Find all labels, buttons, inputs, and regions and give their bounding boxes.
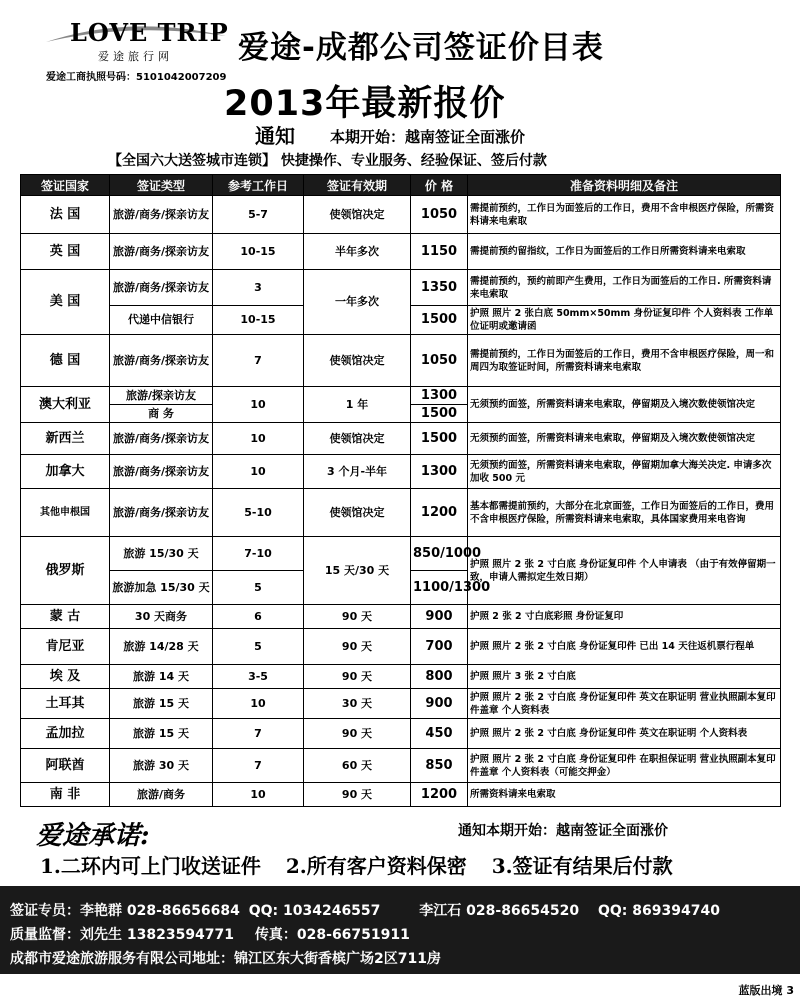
type-cell: 旅游 15/30 天 bbox=[110, 537, 213, 571]
company-address: 成都市爱途旅游服务有限公司地址：锦江区东大街香槟广场2区711房 bbox=[10, 951, 441, 967]
notes-cell: 无须预约面签，所需资料请来电索取，停留期及入境次数使领馆决定 bbox=[468, 387, 781, 423]
price-cell: 1500 bbox=[411, 405, 468, 423]
type-cell: 30 天商务 bbox=[110, 605, 213, 629]
country-cell: 美 国 bbox=[21, 270, 110, 335]
price-cell: 1100/1300 bbox=[411, 571, 468, 605]
price-table bbox=[20, 174, 781, 807]
validity-cell: 3 个月-半年 bbox=[304, 455, 411, 489]
days-cell: 10 bbox=[213, 689, 304, 719]
table-row bbox=[21, 689, 781, 719]
promise-item: 1.二环内可上门收送证件 bbox=[40, 854, 261, 878]
type-cell: 旅游/探亲访友 bbox=[110, 387, 213, 405]
days-cell: 3 bbox=[213, 270, 304, 306]
contact-qq-2: QQ: 869394740 bbox=[598, 903, 720, 919]
country-cell: 肯尼亚 bbox=[21, 629, 110, 665]
price-cell: 1500 bbox=[411, 306, 468, 335]
table-row bbox=[21, 387, 781, 405]
table-row bbox=[21, 719, 781, 749]
type-cell: 旅游/商务/探亲访友 bbox=[110, 335, 213, 387]
page-title: 爱途-成都公司签证价目表 bbox=[238, 30, 604, 66]
type-cell: 旅游 14/28 天 bbox=[110, 629, 213, 665]
price-cell: 450 bbox=[411, 719, 468, 749]
notes-cell: 护照 照片 2 张白底 50mm×50mm 身份证复印件 个人资料表 工作单位证明或邀请函 bbox=[468, 306, 781, 335]
col-header: 准备资料明细及备注 bbox=[468, 175, 781, 196]
validity-cell: 15 天/30 天 bbox=[304, 537, 411, 605]
promise-notice: 通知本期开始：越南签证全面涨价 bbox=[458, 823, 668, 839]
days-cell: 10 bbox=[213, 783, 304, 807]
price-cell: 1350 bbox=[411, 270, 468, 306]
price-cell: 1200 bbox=[411, 783, 468, 807]
validity-cell: 90 天 bbox=[304, 665, 411, 689]
table-row bbox=[21, 629, 781, 665]
price-cell: 900 bbox=[411, 689, 468, 719]
price-cell: 700 bbox=[411, 629, 468, 665]
days-cell: 10-15 bbox=[213, 234, 304, 270]
validity-cell: 一年多次 bbox=[304, 270, 411, 335]
type-cell: 旅游加急 15/30 天 bbox=[110, 571, 213, 605]
price-cell: 1300 bbox=[411, 455, 468, 489]
contact-row bbox=[10, 900, 724, 920]
type-cell: 商 务 bbox=[110, 405, 213, 423]
type-cell: 旅游 30 天 bbox=[110, 749, 213, 783]
table-row bbox=[21, 749, 781, 783]
notes-cell: 需提前预约，工作日为面签后的工作日，费用不含申根医疗保险，所需资料请来电索取 bbox=[468, 196, 781, 234]
table-row bbox=[21, 489, 781, 537]
days-cell: 5 bbox=[213, 571, 304, 605]
logo bbox=[40, 12, 230, 64]
notes-cell: 护照 照片 2 张 2 寸白底 身份证复印件 英文在职证明 营业执照副本复印件盖章 个人资料表 bbox=[468, 689, 781, 719]
type-cell: 旅游/商务/探亲访友 bbox=[110, 270, 213, 306]
country-cell: 南 非 bbox=[21, 783, 110, 807]
country-cell: 澳大利亚 bbox=[21, 387, 110, 423]
notes-cell: 护照 照片 2 张 2 寸白底 身份证复印件 个人申请表 （由于有效停留期一致，申请人需拟定生效日期） bbox=[468, 537, 781, 605]
country-cell: 德 国 bbox=[21, 335, 110, 387]
promise-title: 爱途承诺: bbox=[36, 821, 150, 851]
table-row bbox=[21, 783, 781, 807]
days-cell: 7 bbox=[213, 335, 304, 387]
country-cell: 俄罗斯 bbox=[21, 537, 110, 605]
table-row bbox=[21, 234, 781, 270]
logo-subtitle: 爱途旅行网 bbox=[98, 50, 173, 63]
notes-cell: 需提前预约留指纹，工作日为面签后的工作日所需资料请来电索取 bbox=[468, 234, 781, 270]
days-cell: 5 bbox=[213, 629, 304, 665]
chain-tagline: 【全国六大送签城市连锁】 快捷操作、专业服务、经验保证、签后付款 bbox=[108, 153, 547, 169]
price-cell: 1300 bbox=[411, 387, 468, 405]
price-cell: 900 bbox=[411, 605, 468, 629]
days-cell: 6 bbox=[213, 605, 304, 629]
validity-cell: 使领馆决定 bbox=[304, 196, 411, 234]
contact-row bbox=[10, 924, 414, 944]
validity-cell: 1 年 bbox=[304, 387, 411, 423]
license-number: 爱途工商执照号码：5101042007209 bbox=[46, 72, 227, 83]
validity-cell: 90 天 bbox=[304, 719, 411, 749]
notes-cell: 护照 照片 2 张 2 寸白底 身份证复印件 已出 14 天往返机票行程单 bbox=[468, 629, 781, 665]
price-cell: 1200 bbox=[411, 489, 468, 537]
validity-cell: 使领馆决定 bbox=[304, 489, 411, 537]
price-cell: 1150 bbox=[411, 234, 468, 270]
promise-item: 3.签证有结果后付款 bbox=[491, 854, 673, 878]
price-cell: 850 bbox=[411, 749, 468, 783]
country-cell: 其他申根国 bbox=[21, 489, 110, 537]
validity-cell: 60 天 bbox=[304, 749, 411, 783]
col-header: 价 格 bbox=[411, 175, 468, 196]
type-cell: 旅游/商务/探亲访友 bbox=[110, 423, 213, 455]
page-tag: 蓝版出境 3 bbox=[738, 984, 794, 997]
validity-cell: 90 天 bbox=[304, 629, 411, 665]
price-cell: 850/1000 bbox=[411, 537, 468, 571]
type-cell: 旅游/商务/探亲访友 bbox=[110, 489, 213, 537]
type-cell: 旅游 15 天 bbox=[110, 689, 213, 719]
notes-cell: 护照 照片 3 张 2 寸白底 bbox=[468, 665, 781, 689]
contact-staff-1: 签证专员：李艳群 028-86656684 bbox=[10, 903, 240, 919]
notes-cell: 需提前预约，工作日为面签后的工作日，费用不含申根医疗保险，周一和周四为取签证时间，所需资料请来电索取 bbox=[468, 335, 781, 387]
type-cell: 旅游 14 天 bbox=[110, 665, 213, 689]
validity-cell: 半年多次 bbox=[304, 234, 411, 270]
type-cell: 旅游/商务/探亲访友 bbox=[110, 234, 213, 270]
contact-staff-2: 李江石 028-86654520 bbox=[419, 903, 580, 919]
table-row bbox=[21, 537, 781, 571]
notes-cell: 护照 照片 2 张 2 寸白底 身份证复印件 在职担保证明 营业执照副本复印件盖章 个人资料表（可能交押金） bbox=[468, 749, 781, 783]
country-cell: 土耳其 bbox=[21, 689, 110, 719]
days-cell: 5-7 bbox=[213, 196, 304, 234]
quality-supervisor: 质量监督：刘先生 13823594771 bbox=[10, 927, 235, 943]
notes-cell: 护照 照片 2 张 2 寸白底 身份证复印件 英文在职证明 个人资料表 bbox=[468, 719, 781, 749]
price-cell: 1050 bbox=[411, 196, 468, 234]
price-cell: 1050 bbox=[411, 335, 468, 387]
table-header bbox=[21, 175, 781, 196]
validity-cell: 90 天 bbox=[304, 605, 411, 629]
price-cell: 800 bbox=[411, 665, 468, 689]
type-cell: 代递中信银行 bbox=[110, 306, 213, 335]
validity-cell: 30 天 bbox=[304, 689, 411, 719]
country-cell: 蒙 古 bbox=[21, 605, 110, 629]
validity-cell: 使领馆决定 bbox=[304, 423, 411, 455]
days-cell: 7 bbox=[213, 719, 304, 749]
validity-cell: 使领馆决定 bbox=[304, 335, 411, 387]
contact-qq-1: QQ: 1034246557 bbox=[248, 903, 381, 919]
type-cell: 旅游/商务/探亲访友 bbox=[110, 196, 213, 234]
type-cell: 旅游 15 天 bbox=[110, 719, 213, 749]
table-row bbox=[21, 270, 781, 306]
country-cell: 新西兰 bbox=[21, 423, 110, 455]
type-cell: 旅游/商务 bbox=[110, 783, 213, 807]
fax: 传真：028-66751911 bbox=[254, 927, 410, 943]
notice-label: 通知 bbox=[255, 124, 295, 148]
promise-item: 2.所有客户资料保密 bbox=[285, 854, 467, 878]
contact-footer bbox=[0, 886, 800, 974]
country-cell: 孟加拉 bbox=[21, 719, 110, 749]
table-row bbox=[21, 605, 781, 629]
notes-cell: 无须预约面签，所需资料请来电索取，停留期及入境次数使领馆决定 bbox=[468, 423, 781, 455]
col-header: 参考工作日 bbox=[213, 175, 304, 196]
col-header: 签证类型 bbox=[110, 175, 213, 196]
country-cell: 加拿大 bbox=[21, 455, 110, 489]
table-row bbox=[21, 455, 781, 489]
notes-cell: 无须预约面签，所需资料请来电索取，停留期加拿大海关决定. 申请多次加收 500 元 bbox=[468, 455, 781, 489]
days-cell: 10 bbox=[213, 455, 304, 489]
type-cell: 旅游/商务/探亲访友 bbox=[110, 455, 213, 489]
notes-cell: 基本都需提前预约，大部分在北京面签，工作日为面签后的工作日，费用不含申根医疗保险，所需资料请来电索取，具体国家费用来电咨询 bbox=[468, 489, 781, 537]
logo-text: LOVE TRIP bbox=[70, 18, 229, 47]
days-cell: 3-5 bbox=[213, 665, 304, 689]
notes-cell: 所需资料请来电索取 bbox=[468, 783, 781, 807]
notice-text: 本期开始：越南签证全面涨价 bbox=[330, 128, 526, 146]
table-row bbox=[21, 196, 781, 234]
country-cell: 阿联酋 bbox=[21, 749, 110, 783]
promise-list bbox=[40, 850, 691, 879]
days-cell: 7-10 bbox=[213, 537, 304, 571]
table-row bbox=[21, 423, 781, 455]
days-cell: 10 bbox=[213, 387, 304, 423]
days-cell: 10 bbox=[213, 423, 304, 455]
validity-cell: 90 天 bbox=[304, 783, 411, 807]
country-cell: 埃 及 bbox=[21, 665, 110, 689]
page-subtitle: 2013年最新报价 bbox=[224, 84, 506, 124]
price-cell: 1500 bbox=[411, 423, 468, 455]
table-row bbox=[21, 665, 781, 689]
days-cell: 10-15 bbox=[213, 306, 304, 335]
col-header: 签证国家 bbox=[21, 175, 110, 196]
table-row bbox=[21, 335, 781, 387]
days-cell: 7 bbox=[213, 749, 304, 783]
days-cell: 5-10 bbox=[213, 489, 304, 537]
country-cell: 英 国 bbox=[21, 234, 110, 270]
notes-cell: 需提前预约，预约前即产生费用，工作日为面签后的工作日. 所需资料请来电索取 bbox=[468, 270, 781, 306]
notes-cell: 护照 2 张 2 寸白底彩照 身份证复印 bbox=[468, 605, 781, 629]
col-header: 签证有效期 bbox=[304, 175, 411, 196]
country-cell: 法 国 bbox=[21, 196, 110, 234]
